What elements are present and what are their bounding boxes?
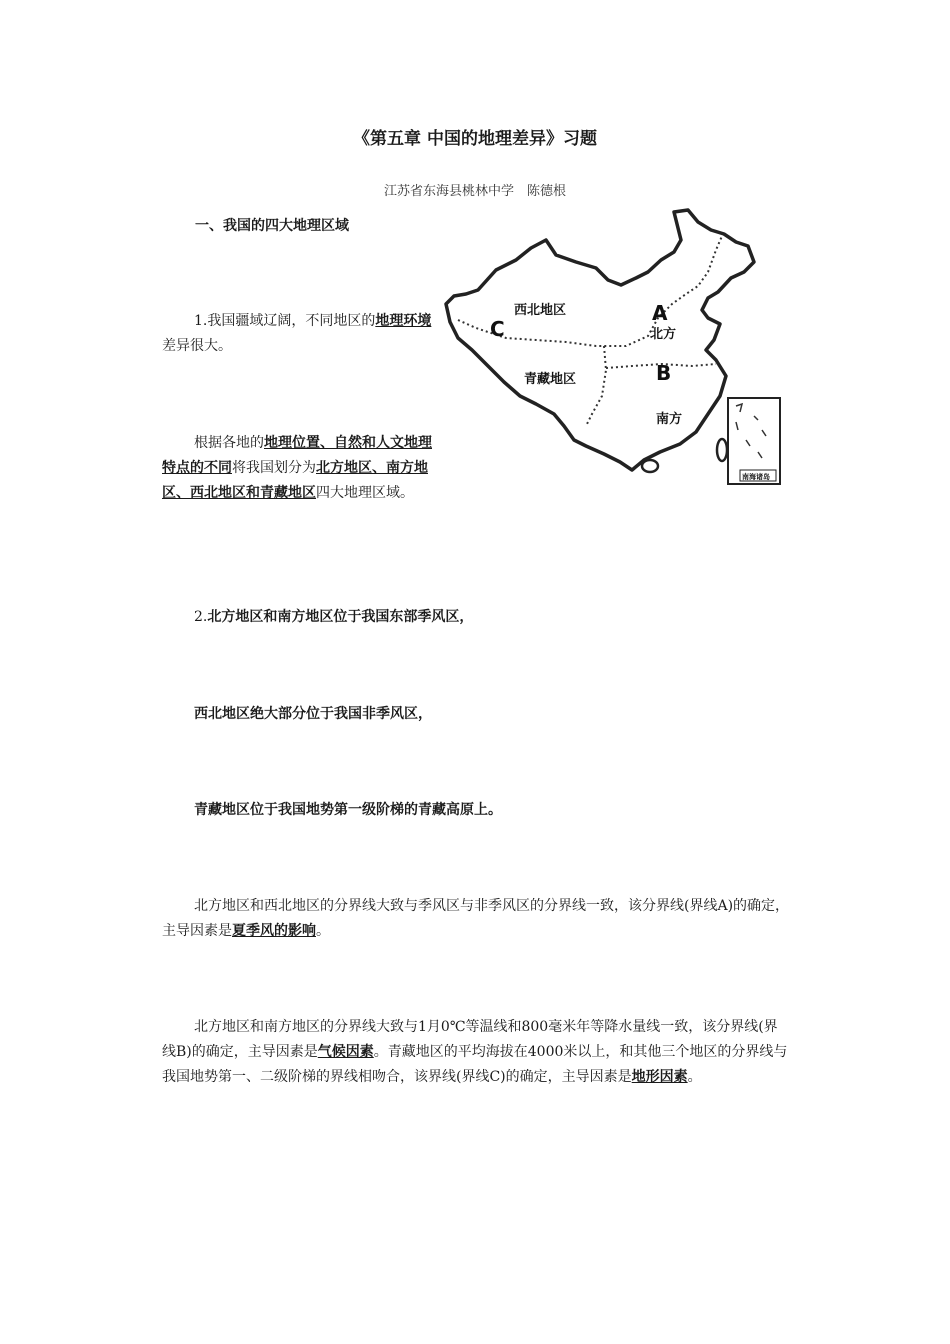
taiwan-island xyxy=(717,439,727,461)
paragraph-6: 北方地区和西北地区的分界线大致与季风区与非季风区的分界线一致，该分界线(界线A)的确定，主导因素是夏季风的影响。 xyxy=(162,898,790,939)
boundary-line-c xyxy=(586,346,606,426)
label-north: 北方 xyxy=(650,327,677,342)
label-south: 南方 xyxy=(656,412,683,427)
label-line-a: A xyxy=(652,301,668,325)
paragraph-3: 2.北方地区和南方地区位于我国东部季风区， xyxy=(194,609,474,625)
label-line-b: B xyxy=(656,361,672,385)
inset-label: 南海诸岛 xyxy=(742,473,770,481)
paragraph-7: 北方地区和南方地区的分界线大致与1月0℃等温线和800毫米年等降水量线一致，该分界线(界线B)的确定，主导因素是气候因素。青藏地区的平均海拔在4000米以上，和其他三个地区的分界线与我国地势第一、二级阶梯的界线相吻合，该界线(界线C)的确定，主导因素是地形因素。 xyxy=(162,1019,788,1085)
label-line-c: C xyxy=(490,317,505,341)
page-title: 《第五章 中国的地理差异》习题 xyxy=(353,129,597,149)
paragraph-2: 根据各地的地理位置、自然和人文地理特点的不同将我国划分为北方地区、南方地区、西北地区和青藏地区四大地理区域。 xyxy=(162,435,432,501)
author-line: 江苏省东海县桃林中学 陈德根 xyxy=(383,184,566,199)
china-regions-map xyxy=(436,200,786,490)
section-heading: 一、我国的四大地理区域 xyxy=(195,218,349,234)
paragraph-5: 青藏地区位于我国地势第一级阶梯的青藏高原上。 xyxy=(194,802,502,818)
hainan-island xyxy=(642,460,658,472)
paragraph-4: 西北地区绝大部分位于我国非季风区， xyxy=(194,706,432,722)
paragraph-1: 1.我国疆域辽阔，不同地区的地理环境差异很大。 xyxy=(162,313,432,354)
label-northwest: 西北地区 xyxy=(514,303,567,318)
label-qinghai-tibet: 青藏地区 xyxy=(524,372,577,387)
